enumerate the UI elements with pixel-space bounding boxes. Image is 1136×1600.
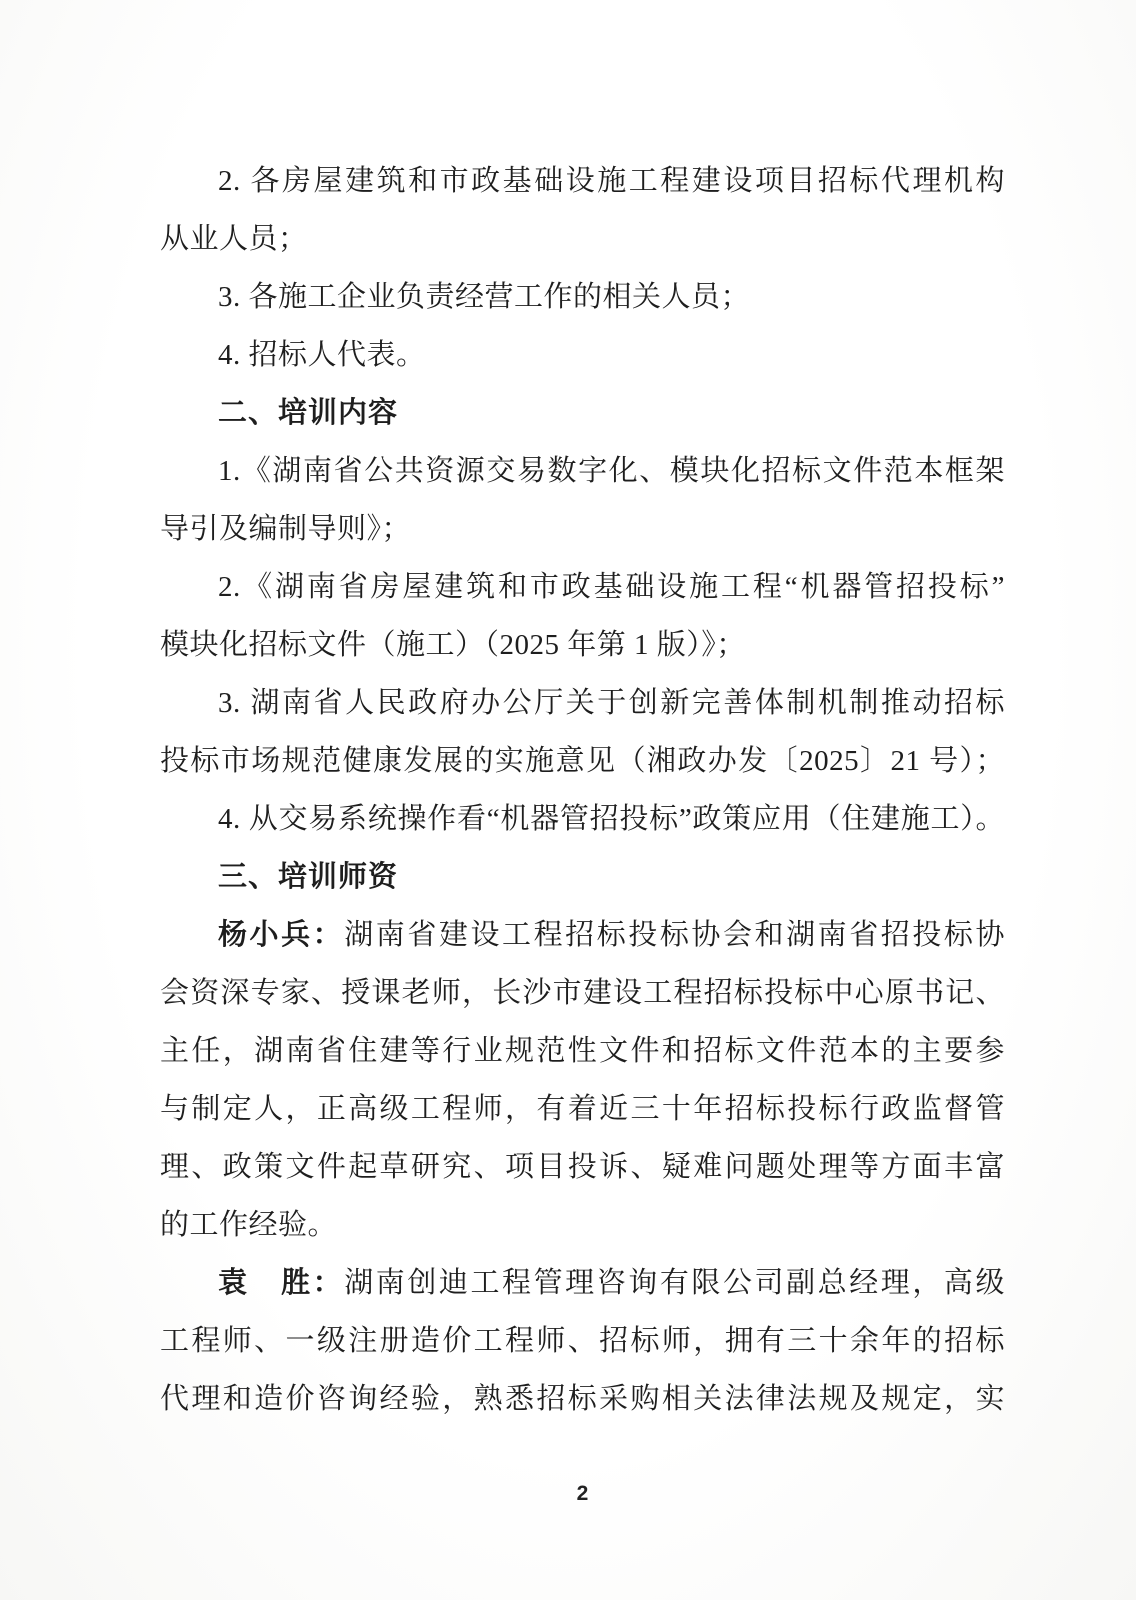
page-number: 2	[576, 1482, 589, 1505]
document-line	[160, 500, 1005, 558]
document-line	[160, 1312, 1005, 1370]
line-text: 湖南省建设工程招标投标协会和湖南省招投标协	[344, 919, 1005, 951]
line-text: 湖南创迪工程管理咨询有限公司副总经理，高级	[344, 1267, 1005, 1299]
line-text: 从业人员；	[160, 223, 308, 255]
line-text: 与制定人，正高级工程师，有着近三十年招标投标行政监督管	[160, 1093, 1005, 1125]
line-text: 代理和造价咨询经验，熟悉招标采购相关法律法规及规定，实	[160, 1383, 1005, 1415]
speaker-name: 杨小兵：	[218, 919, 345, 951]
document-body	[160, 152, 1005, 1428]
line-text: 投标市场规范健康发展的实施意见（湘政办发〔2025〕21 号）；	[160, 745, 1005, 777]
document-line	[160, 616, 1005, 674]
line-text: 主任，湖南省住建等行业规范性文件和招标文件范本的主要参	[160, 1035, 1005, 1067]
document-line	[160, 326, 1005, 384]
document-line	[160, 1254, 1005, 1312]
document-line	[160, 152, 1005, 210]
line-text: 模块化招标文件（施工）（2025 年第 1 版）》；	[160, 629, 746, 661]
line-text: 导引及编制导则》；	[160, 513, 412, 545]
section-heading	[160, 384, 1005, 442]
line-text: 工程师、一级注册造价工程师、招标师，拥有三十余年的招标	[160, 1325, 1005, 1357]
section-heading	[160, 848, 1005, 906]
document-line	[160, 442, 1005, 500]
line-text: 理、政策文件起草研究、项目投诉、疑难问题处理等方面丰富	[160, 1151, 1005, 1183]
line-text: 2.《湖南省房屋建筑和市政基础设施工程“机器管招投标”	[218, 571, 1005, 603]
line-text: 3. 湖南省人民政府办公厅关于创新完善体制机制推动招标	[218, 687, 1005, 719]
document-line	[160, 1022, 1005, 1080]
document-line	[160, 1370, 1005, 1428]
line-text: 的工作经验。	[160, 1209, 338, 1241]
document-line	[160, 790, 1005, 848]
line-text: 3. 各施工企业负责经营工作的相关人员；	[218, 281, 751, 313]
document-line	[160, 674, 1005, 732]
document-line	[160, 732, 1005, 790]
line-text: 4. 从交易系统操作看“机器管招投标”政策应用（住建施工）。	[218, 803, 1005, 835]
line-text: 4. 招标人代表。	[218, 339, 426, 371]
document-line	[160, 268, 1005, 326]
document-line	[160, 964, 1005, 1022]
line-text: 二、培训内容	[218, 397, 399, 429]
line-text: 会资深专家、授课老师，长沙市建设工程招标投标中心原书记、	[160, 977, 1005, 1009]
document-line	[160, 558, 1005, 616]
document-line	[160, 1138, 1005, 1196]
line-text: 三、培训师资	[218, 861, 399, 893]
page-footer	[160, 1482, 1005, 1506]
speaker-name: 袁 胜：	[218, 1267, 345, 1299]
document-line	[160, 906, 1005, 964]
line-text: 2. 各房屋建筑和市政基础设施工程建设项目招标代理机构	[218, 165, 1005, 197]
document-line	[160, 1080, 1005, 1138]
document-line	[160, 1196, 1005, 1254]
document-line	[160, 210, 1005, 268]
line-text: 1.《湖南省公共资源交易数字化、模块化招标文件范本框架	[218, 455, 1005, 487]
